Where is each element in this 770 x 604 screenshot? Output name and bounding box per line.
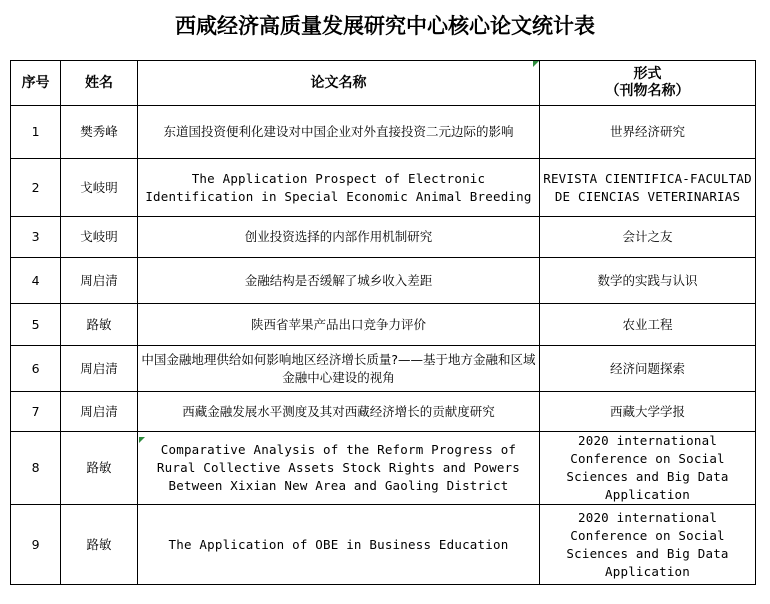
- comment-marker-icon: [533, 61, 539, 67]
- cell-no: 1: [11, 106, 61, 159]
- table-row: [11, 392, 756, 432]
- cell-no: 8: [11, 432, 61, 505]
- header-form-line2: （刊物名称）: [605, 83, 690, 99]
- cell-paper: The Application of OBE in Business Education: [137, 505, 539, 585]
- cell-name: 路敏: [61, 432, 138, 505]
- cell-form: 西藏大学学报: [540, 392, 756, 432]
- table-row: [11, 432, 756, 505]
- cell-paper: 东道国投资便利化建设对中国企业对外直接投资二元边际的影响: [137, 106, 539, 159]
- table-row: [11, 505, 756, 585]
- cell-no: 9: [11, 505, 61, 585]
- cell-paper: 金融结构是否缓解了城乡收入差距: [137, 258, 539, 304]
- cell-no: 5: [11, 304, 61, 346]
- cell-paper: 中国金融地理供给如何影响地区经济增长质量?——基于地方金融和区域金融中心建设的视角: [137, 346, 539, 392]
- table-row: [11, 346, 756, 392]
- cell-no: 4: [11, 258, 61, 304]
- cell-name: 周启清: [61, 346, 138, 392]
- cell-paper: Comparative Analysis of the Reform Progress of Rural Collective Assets Stock Rights and Powers Between Xixian New Area and Gaoling District: [137, 432, 539, 505]
- cell-form: REVISTA CIENTIFICA-FACULTAD DE CIENCIAS VETERINARIAS: [540, 159, 756, 217]
- cell-name: 戈岐明: [61, 217, 138, 258]
- cell-form: 2020 international Conference on Social Sciences and Big Data Application: [540, 432, 756, 505]
- cell-form: 世界经济研究: [540, 106, 756, 159]
- header-row: [11, 61, 756, 106]
- header-no: 序号: [11, 61, 61, 106]
- table-row: [11, 106, 756, 159]
- cell-form: 2020 international Conference on Social Sciences and Big Data Application: [540, 505, 756, 585]
- cell-name: 樊秀峰: [61, 106, 138, 159]
- cell-paper: 西藏金融发展水平测度及其对西藏经济增长的贡献度研究: [137, 392, 539, 432]
- header-paper: 论文名称: [137, 61, 539, 106]
- table-row: [11, 159, 756, 217]
- cell-form: 经济问题探索: [540, 346, 756, 392]
- table-row: [11, 258, 756, 304]
- header-name: 姓名: [61, 61, 138, 106]
- cell-no: 6: [11, 346, 61, 392]
- cell-name: 路敏: [61, 505, 138, 585]
- cell-no: 7: [11, 392, 61, 432]
- cell-no: 2: [11, 159, 61, 217]
- cell-form: 会计之友: [540, 217, 756, 258]
- header-form-line1: 形式: [633, 66, 662, 82]
- cell-name: 戈岐明: [61, 159, 138, 217]
- cell-form: 农业工程: [540, 304, 756, 346]
- cell-no: 3: [11, 217, 61, 258]
- cell-name: 路敏: [61, 304, 138, 346]
- cell-name: 周启清: [61, 258, 138, 304]
- cell-form: 数学的实践与认识: [540, 258, 756, 304]
- table-row: [11, 304, 756, 346]
- comment-marker-icon: [139, 437, 145, 443]
- cell-paper: 陕西省苹果产品出口竞争力评价: [137, 304, 539, 346]
- table-row: [11, 217, 756, 258]
- paper-stats-table: [10, 60, 756, 585]
- cell-paper: 创业投资选择的内部作用机制研究: [137, 217, 539, 258]
- cell-paper: The Application Prospect of Electronic Identification in Special Economic Animal Breeding: [137, 159, 539, 217]
- header-form: [540, 61, 756, 106]
- page-title: 西咸经济高质量发展研究中心核心论文统计表: [175, 14, 595, 38]
- cell-name: 周启清: [61, 392, 138, 432]
